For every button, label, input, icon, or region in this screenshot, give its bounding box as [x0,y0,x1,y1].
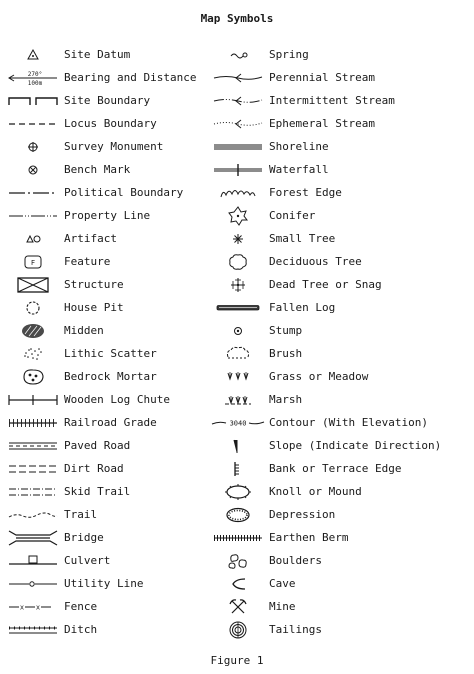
bearing-annotation-bottom: 100m [27,80,43,87]
legend-item-artifact [6,229,117,249]
legend-item-midden [6,321,104,341]
perennial-stream-icon [211,68,265,88]
legend-label: Perennial Stream [269,71,375,84]
legend-label: Structure [64,278,124,291]
legend-item-ephemeral-stream [211,114,375,134]
marsh-icon [211,390,265,410]
legend-label: Slope (Indicate Direction) [269,439,442,452]
fallen-log-icon [211,298,265,318]
legend-item-fence [6,597,97,617]
legend-item-utility-line [6,574,143,594]
legend-label: Depression [269,508,336,521]
figure-caption: Figure 1 [210,654,264,667]
stump-icon [211,321,265,341]
legend-label: Railroad Grade [64,416,157,429]
legend-label: Bearing and Distance [64,71,197,84]
legend-label: Deciduous Tree [269,255,362,268]
lithic-scatter-icon [6,344,60,364]
legend-label: Dirt Road [64,462,124,475]
conifer-icon [211,206,265,226]
legend-item-brush [211,344,302,364]
contour-icon [211,413,265,433]
svg-text:x: x [35,603,41,612]
legend-label: Stump [269,324,303,337]
house-pit-icon [6,298,60,318]
grass-meadow-icon [211,367,265,387]
bearing-distance-icon [6,68,60,88]
legend-item-skid-trail [6,482,130,502]
legend-item-bank-terrace [211,459,401,479]
legend-item-bedrock-mortar [6,367,157,387]
legend-label: Conifer [269,209,316,222]
dirt-road-icon [6,459,60,479]
legend-item-house-pit [6,298,124,318]
legend-item-depression [211,505,335,525]
bench-mark-icon [6,160,60,180]
brush-icon [211,344,265,364]
legend-label: Grass or Meadow [269,370,369,383]
legend-item-stump [211,321,302,341]
cave-icon [211,574,265,594]
legend-label: Shoreline [269,140,329,153]
legend-label: Boulders [269,554,322,567]
skid-trail-icon [6,482,60,502]
legend-label: Forest Edge [269,186,342,199]
legend-label: Skid Trail [64,485,131,498]
mine-icon [211,597,265,617]
legend-item-survey-monument [6,137,163,157]
legend-item-tailings [211,620,322,640]
waterfall-icon [211,160,265,180]
svg-text:x: x [19,603,25,612]
locus-boundary-icon [6,114,60,134]
site-boundary-icon [6,91,60,111]
legend-label: Artifact [64,232,117,245]
legend-item-intermittent-stream [211,91,395,111]
dead-tree-icon [211,275,265,295]
legend-item-grass-meadow [211,367,368,387]
legend-label: Ephemeral Stream [269,117,375,130]
bridge-icon [6,528,60,548]
legend-label: Paved Road [64,439,131,452]
legend-item-earthen-berm [211,528,348,548]
legend-label: Property Line [64,209,151,222]
legend-label: Spring [269,48,309,61]
legend-item-site-datum [6,45,130,65]
legend-item-fallen-log [211,298,335,318]
railroad-grade-icon [6,413,60,433]
legend-item-trail [6,505,97,525]
legend-label: Midden [64,324,104,337]
legend-label: Bridge [64,531,104,544]
legend-item-mine [211,597,296,617]
small-tree-icon [211,229,265,249]
legend-label: Political Boundary [64,186,184,199]
legend-label: Utility Line [64,577,144,590]
earthen-berm-icon [211,528,265,548]
legend-item-bridge [6,528,104,548]
site-datum-icon [6,45,60,65]
legend-label: Tailings [269,623,322,636]
boulders-icon [211,551,265,571]
shoreline-icon [211,137,265,157]
legend-label: Knoll or Mound [269,485,362,498]
forest-edge-icon [211,183,265,203]
ephemeral-stream-icon [211,114,265,134]
midden-icon [6,321,60,341]
legend-label: House Pit [64,301,124,314]
legend-label: Marsh [269,393,303,406]
fence-icon [6,597,60,617]
legend-item-forest-edge [211,183,342,203]
bedrock-mortar-icon [6,367,60,387]
deciduous-tree-icon [211,252,265,272]
legend-item-dirt-road [6,459,124,479]
legend-label: Feature [64,255,111,268]
legend-item-locus-boundary [6,114,157,134]
legend-label: Site Datum [64,48,131,61]
legend-item-small-tree [211,229,335,249]
bearing-annotation-top: 270° [27,71,43,78]
legend-label: Mine [269,600,296,613]
legend-label: Bank or Terrace Edge [269,462,402,475]
paved-road-icon [6,436,60,456]
legend-label: Brush [269,347,303,360]
legend-item-waterfall [211,160,329,180]
legend-item-deciduous-tree [211,252,362,272]
spring-icon [211,45,265,65]
survey-monument-icon [6,137,60,157]
legend-label: Trail [64,508,98,521]
legend-item-bench-mark [6,160,130,180]
structure-icon [6,275,60,295]
depression-icon [211,505,265,525]
ditch-icon [6,620,60,640]
legend-label: Wooden Log Chute [64,393,170,406]
legend-label: Bedrock Mortar [64,370,157,383]
knoll-mound-icon [211,482,265,502]
legend-item-shoreline [211,137,329,157]
legend-item-boulders [211,551,322,571]
slope-icon [211,436,265,456]
intermittent-stream-icon [211,91,265,111]
legend-label: Ditch [64,623,98,636]
legend-item-political-boundary [6,183,183,203]
culvert-icon [6,551,60,571]
legend-label: Small Tree [269,232,336,245]
legend-label: Culvert [64,554,111,567]
legend-item-slope [211,436,441,456]
bank-terrace-icon [211,459,265,479]
legend-item-perennial-stream [211,68,375,88]
page-title: Map Symbols [200,12,274,25]
legend-label: Fallen Log [269,301,336,314]
legend-item-culvert [6,551,110,571]
legend-item-cave [211,574,296,594]
legend-item-structure [6,275,124,295]
legend-item-bearing-distance [6,68,196,88]
legend-item-knoll-mound [211,482,362,502]
legend-item-dead-tree [211,275,382,295]
legend-label: Earthen Berm [269,531,349,544]
legend-label: Waterfall [269,163,329,176]
utility-line-icon [6,574,60,594]
legend-item-wooden-log-chute [6,390,170,410]
legend-label: Site Boundary [64,94,151,107]
legend-item-site-boundary [6,91,150,111]
tailings-icon [211,620,265,640]
legend-item-feature [6,252,110,272]
legend-label: Intermittent Stream [269,94,395,107]
legend-item-paved-road [6,436,130,456]
feature-icon [6,252,60,272]
wooden-log-chute-icon [6,390,60,410]
artifact-icon [6,229,60,249]
legend-item-spring [211,45,309,65]
legend-label: Cave [269,577,296,590]
legend-item-marsh [211,390,302,410]
legend-label: Contour (With Elevation) [269,416,428,429]
legend-item-railroad-grade [6,413,157,433]
legend-label: Dead Tree or Snag [269,278,382,291]
legend-item-conifer [211,206,315,226]
legend-label: Lithic Scatter [64,347,157,360]
legend-item-lithic-scatter [6,344,157,364]
political-boundary-icon [6,183,60,203]
svg-text:F: F [30,259,36,267]
trail-icon [6,505,60,525]
legend-label: Survey Monument [64,140,164,153]
legend-item-contour [211,413,428,433]
property-line-icon [6,206,60,226]
legend-label: Fence [64,600,98,613]
legend-item-ditch [6,620,97,640]
contour-elevation-label: 3040 [229,419,247,428]
legend-label: Locus Boundary [64,117,157,130]
legend-item-property-line [6,206,150,226]
legend-label: Bench Mark [64,163,131,176]
